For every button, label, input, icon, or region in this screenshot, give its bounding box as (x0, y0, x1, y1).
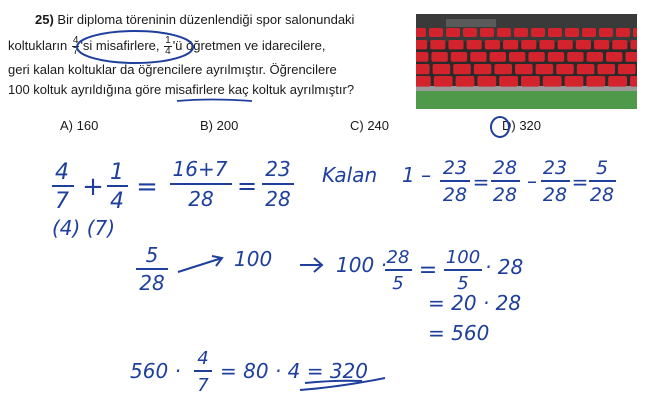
hw-frac-den: 7 (197, 375, 209, 396)
hw-equals: = (236, 172, 258, 200)
hw-frac-den: 4 (110, 189, 124, 214)
option-d: D) 320 (502, 118, 542, 133)
hw-step: = 20 · 28 (428, 291, 522, 315)
option-c: C) 240 (350, 118, 390, 133)
hw-value: 100 (234, 247, 273, 271)
arrow-icon (178, 256, 222, 272)
fraction-one-quarter: $\frac{1}{4}$ (165, 35, 171, 57)
option-b: B) 200 (200, 118, 239, 133)
question-text-2c: 'ü öğretmen ve idarecilere, (172, 37, 326, 53)
arrow-icon (300, 258, 322, 272)
hw-frac-num: 23 (542, 157, 568, 179)
hw-frac-num: 16+7 (172, 157, 228, 181)
hw-value: · 28 (485, 255, 524, 279)
hw-value: 100 · (336, 253, 387, 277)
question-line-4: 100 koltuk ayrıldığına göre misafirlere kaç koltuk ayrılmıştır? (8, 82, 355, 97)
hw-equals: = (418, 258, 438, 283)
hw-frac-den: 28 (188, 187, 214, 211)
option-a: A) 160 (60, 118, 99, 133)
hw-frac-num: 4 (55, 160, 69, 185)
hw-equals: = (136, 172, 158, 202)
hw-frac-num: 4 (197, 348, 209, 369)
question-text-1: Bir diploma töreninin düzenlendiği spor salonundaki (57, 12, 355, 27)
circle-mark-option-d (491, 117, 509, 137)
hw-frac-den: 28 (492, 184, 518, 206)
question-number: 25) (35, 12, 54, 27)
hw-plus: + (82, 172, 104, 202)
hw-final-result: = 80 · 4 = 320 (220, 359, 369, 383)
hw-kalan: Kalan (322, 163, 378, 187)
hw-frac-num: 5 (595, 157, 609, 179)
hw-expansion-factors: (4) (7) (52, 216, 116, 240)
hw-frac-den: 5 (457, 273, 469, 294)
hw-frac-num: 23 (265, 157, 291, 181)
hw-frac-num: 100 (445, 247, 481, 268)
hw-frac-den: 28 (542, 184, 568, 206)
question-text-2a: koltukların (8, 37, 68, 53)
hw-one-minus: 1 – (402, 163, 432, 187)
hw-frac-den: 28 (265, 187, 291, 211)
hw-frac-num: 5 (145, 243, 159, 267)
hw-equals: = (472, 170, 490, 194)
hw-frac-den: 28 (442, 184, 468, 206)
hw-frac-num: 1 (110, 160, 124, 185)
hw-frac-den: 28 (589, 184, 615, 206)
question-line-3: geri kalan koltuklar da öğrencilere ayrılmıştır. Öğrencilere (8, 62, 337, 77)
hw-frac-num: 23 (442, 157, 468, 179)
hw-frac-den: 28 (139, 271, 165, 295)
hw-value: 560 · (130, 359, 181, 383)
circle-mark-fraction (77, 31, 193, 63)
hw-equals: = (571, 170, 589, 194)
hw-frac-num: 28 (386, 247, 410, 268)
hw-frac-den: 5 (392, 273, 404, 294)
question-text-2b: 'si misafirlere, (80, 37, 160, 53)
fraction-four-sevenths: $\frac{4}{7}$ (72, 35, 79, 57)
hw-step: = 560 (428, 321, 490, 345)
hw-minus: – (527, 169, 537, 193)
hw-frac-den: 7 (55, 189, 69, 214)
hw-frac-num: 28 (492, 157, 518, 179)
underline-misafirlere (177, 100, 252, 102)
